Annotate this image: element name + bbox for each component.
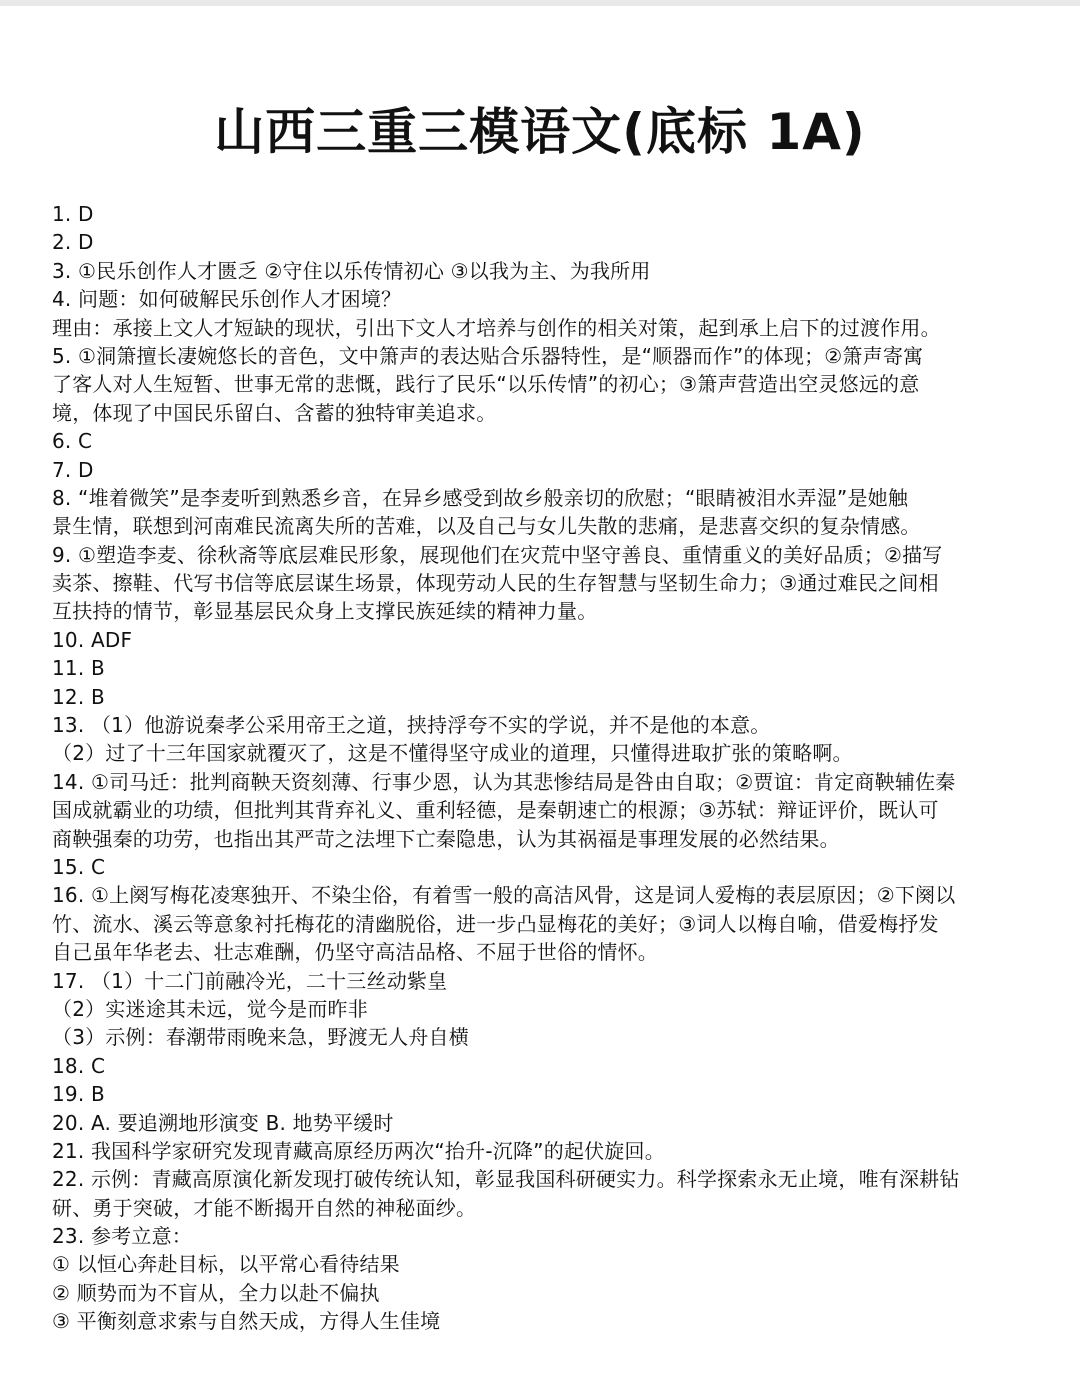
answer-line: 20. A. 要追溯地形演变 B. 地势平缓时 [52, 1110, 394, 1135]
answer-line: 3. ①民乐创作人才匮乏 ②守住以乐传情初心 ③以我为主、为我所用 [52, 258, 651, 283]
answer-line: 卖茶、擦鞋、代写书信等底层谋生场景，体现劳动人民的生存智慧与坚韧生命力；③通过难民之间相 [52, 571, 939, 596]
answer-line: 4. 问题：如何破解民乐创作人才困境？ [52, 287, 402, 312]
answer-line: 12. B [52, 684, 105, 709]
answer-line: 21. 我国科学家研究发现青藏高原经历两次“抬升-沉降”的起伏旋回。 [52, 1138, 665, 1163]
answer-line: 5. ①洞箫擅长凄婉悠长的音色，文中箫声的表达贴合乐器特性，是“顺器而作”的体现；②箫声寄寓 [52, 343, 924, 368]
answer-line: 自己虽年华老去、壮志难酬，仍坚守高洁品格、不屈于世俗的情怀。 [52, 940, 658, 965]
answer-line: ③ 平衡刻意求索与自然天成，方得人生佳境 [52, 1309, 441, 1334]
answer-line: 互扶持的情节，彰显基层民众身上支撑民族延续的精神力量。 [52, 599, 598, 624]
answer-line: 13. （1）他游说秦孝公采用帝王之道，挟持浮夸不实的学说，并不是他的本意。 [52, 713, 771, 738]
answer-line: 18. C [52, 1053, 106, 1078]
answer-line: 8. “堆着微笑”是李麦听到熟悉乡音，在异乡感受到故乡般亲切的欣慰；“眼睛被泪水弄湿”是她触 [52, 485, 909, 510]
answer-line: 境，体现了中国民乐留白、含蓄的独特审美追求。 [52, 400, 497, 425]
answer-line: 国成就霸业的功绩，但批判其背弃礼义、重利轻德，是秦朝速亡的根源；③苏轼：辩证评价，既认可 [52, 798, 939, 823]
answer-line: 9. ①塑造李麦、徐秋斋等底层难民形象，展现他们在灾荒中坚守善良、重情重义的美好品质；②描写 [52, 542, 943, 567]
answer-line: 16. ①上阕写梅花凌寒独开、不染尘俗，有着雪一般的高洁风骨，这是词人爱梅的表层原因；②下阕以 [52, 883, 956, 908]
answer-line: 14. ①司马迁：批判商鞅天资刻薄、行事少恩，认为其悲惨结局是咎由自取；②贾谊：肯定商鞅辅佐秦 [52, 769, 956, 794]
answer-line: （2）过了十三年国家就覆灭了，这是不懂得坚守成业的道理，只懂得进取扩张的策略啊。 [52, 741, 853, 766]
answer-line: 7. D [52, 457, 94, 482]
answer-line: 17. （1）十二门前融冷光，二十三丝动紫皇 [52, 968, 448, 993]
answer-line: ② 顺势而为不盲从，全力以赴不偏执 [52, 1280, 380, 1305]
answer-line: 22. 示例：青藏高原演化新发现打破传统认知，彰显我国科研硬实力。科学探索永无止境，唯有深耕钻 [52, 1167, 960, 1192]
answer-line: 1. D [52, 202, 94, 226]
answer-line: 6. C [52, 429, 93, 454]
answer-line: 15. C [52, 854, 106, 879]
answer-line: 19. B [52, 1082, 105, 1107]
top-divider [0, 0, 1080, 6]
answer-line: 11. B [52, 656, 105, 681]
answer-line: 竹、流水、溪云等意象衬托梅花的清幽脱俗，进一步凸显梅花的美好；③词人以梅自喻，借爱梅抒发 [52, 911, 939, 936]
answer-line: 23. 参考立意： [52, 1224, 192, 1249]
answer-line: ① 以恒心奔赴目标，以平常心看待结果 [52, 1252, 400, 1277]
answer-line: 研、勇于突破，才能不断揭开自然的神秘面纱。 [52, 1195, 477, 1220]
answer-line: 景生情，联想到河南难民流离失所的苦难，以及自己与女儿失散的悲痛，是悲喜交织的复杂情感。 [52, 514, 921, 539]
answer-line: 10. ADF [52, 627, 133, 652]
answer-list [52, 200, 1042, 1336]
answer-line: （3）示例：春潮带雨晚来急，野渡无人舟自横 [52, 1025, 469, 1050]
answer-line: （2）实迷途其未远，觉今是而昨非 [52, 996, 368, 1021]
answer-line: 2. D [52, 230, 94, 255]
document-title: 山西三重三模语文(底标 1A) [214, 103, 866, 161]
answer-line: 理由：承接上文人才短缺的现状，引出下文人才培养与创作的相关对策，起到承上启下的过渡作用。 [52, 315, 941, 340]
answer-line: 商鞅强秦的功劳，也指出其严苛之法埋下亡秦隐患，认为其祸福是事理发展的必然结果。 [52, 826, 840, 851]
answer-line: 了客人对人生短暂、世事无常的悲慨，践行了民乐“以乐传情”的初心；③箫声营造出空灵悠远的意 [52, 372, 920, 397]
